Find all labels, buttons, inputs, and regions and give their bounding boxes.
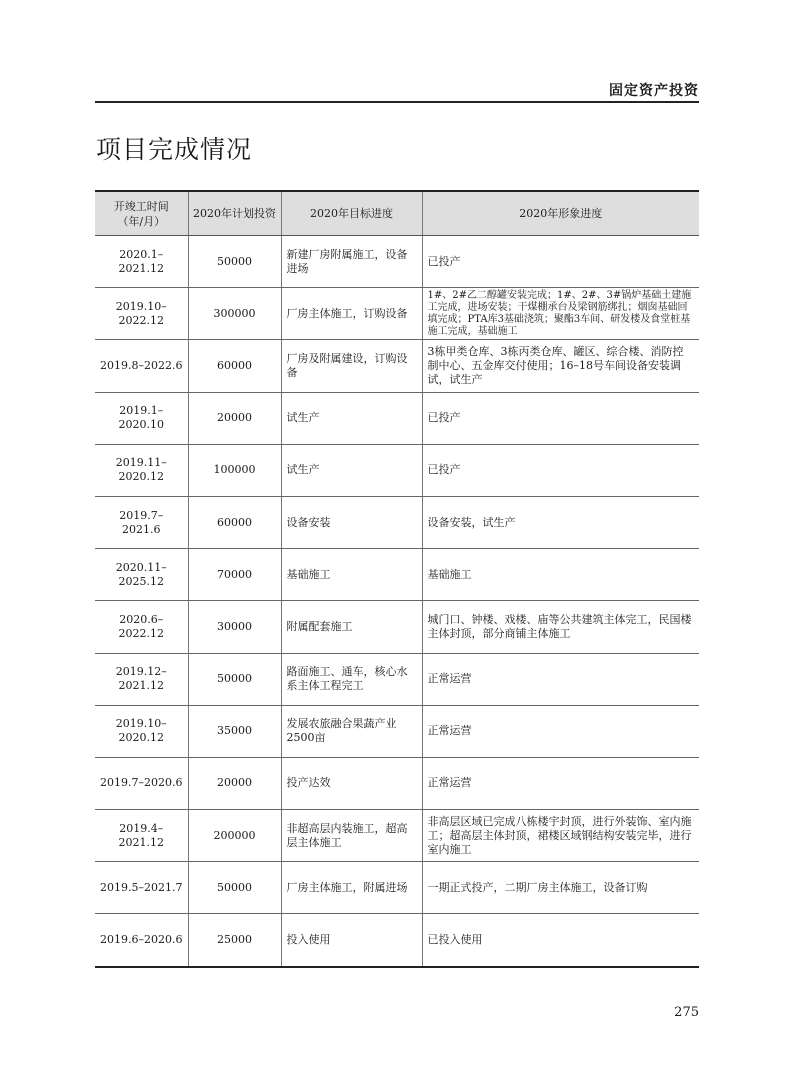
cell-investment: 100000	[188, 444, 281, 496]
cell-progress: 已投产	[422, 236, 699, 288]
cell-period: 2019.4–2021.12	[95, 810, 188, 862]
table-row	[95, 392, 699, 444]
table-row	[95, 810, 699, 862]
cell-period: 2020.6–2022.12	[95, 601, 188, 653]
cell-period: 2019.5–2021.7	[95, 862, 188, 914]
cell-progress: 非高层区域已完成八栋楼宇封顶，进行外装饰、室内施工；超高层主体封顶，裙楼区域钢结构安装完毕，进行室内施工	[422, 810, 699, 862]
cell-period: 2020.11–2025.12	[95, 549, 188, 601]
table-row	[95, 496, 699, 548]
cell-progress: 已投产	[422, 444, 699, 496]
cell-progress: 已投入使用	[422, 914, 699, 967]
column-header-target: 2020年目标进度	[281, 191, 422, 236]
cell-target: 路面施工、通车，核心水系主体工程完工	[281, 653, 422, 705]
cell-period: 2019.8–2022.6	[95, 340, 188, 392]
table-row	[95, 914, 699, 967]
cell-period: 2019.7– 2021.6	[95, 496, 188, 548]
column-header-progress: 2020年形象进度	[422, 191, 699, 236]
cell-target: 投产达效	[281, 757, 422, 809]
cell-investment: 50000	[188, 236, 281, 288]
cell-progress: 已投产	[422, 392, 699, 444]
cell-period: 2019.11–2020.12	[95, 444, 188, 496]
table-row	[95, 862, 699, 914]
table-row	[95, 757, 699, 809]
table-row	[95, 705, 699, 757]
cell-investment: 25000	[188, 914, 281, 967]
project-table	[95, 190, 699, 968]
page-number: 275	[674, 1005, 699, 1020]
cell-target: 试生产	[281, 392, 422, 444]
cell-progress: 城门口、钟楼、戏楼、庙等公共建筑主体完工，民国楼 主体封顶，部分商铺主体施工	[422, 601, 699, 653]
cell-progress: 一期正式投产，二期厂房主体施工，设备订购	[422, 862, 699, 914]
cell-period: 2019.6–2020.6	[95, 914, 188, 967]
cell-progress: 正常运营	[422, 653, 699, 705]
cell-target: 非超高层内装施工，超高层主体施工	[281, 810, 422, 862]
cell-period: 2019.10–2022.12	[95, 288, 188, 340]
cell-investment: 300000	[188, 288, 281, 340]
cell-target: 发展农旅融合果蔬产业2500亩	[281, 705, 422, 757]
cell-investment: 70000	[188, 549, 281, 601]
table-row	[95, 340, 699, 392]
table-row	[95, 549, 699, 601]
section-title: 固定资产投资	[609, 83, 699, 99]
header-rule	[95, 101, 699, 103]
cell-progress: 设备安装，试生产	[422, 496, 699, 548]
cell-period: 2019.12–2021.12	[95, 653, 188, 705]
cell-target: 试生产	[281, 444, 422, 496]
cell-period: 2020.1–2021.12	[95, 236, 188, 288]
cell-progress: 1#、2#乙二醇罐安装完成；1#、2#、3#锅炉基础土建施工完成，进场安装；干煤棚承台及梁钢筋绑扎；烟囱基础回填完成；PTA库3基础浇筑；聚酯3车间、研发楼及食堂桩基施工完成，基础施工	[422, 288, 699, 340]
page-heading: 项目完成情况	[96, 135, 253, 164]
table-row	[95, 653, 699, 705]
cell-progress: 正常运营	[422, 705, 699, 757]
cell-target: 基础施工	[281, 549, 422, 601]
cell-target: 附属配套施工	[281, 601, 422, 653]
cell-period: 2019.7–2020.6	[95, 757, 188, 809]
column-header-period: 开竣工时间 （年/月）	[95, 191, 188, 236]
table-row	[95, 601, 699, 653]
cell-progress: 3栋甲类仓库、3栋丙类仓库、罐区、综合楼、消防控制中心、五金库交付使用；16–18号车间设备安装调试，试生产	[422, 340, 699, 392]
cell-progress: 基础施工	[422, 549, 699, 601]
cell-target: 新建厂房附属施工，设备进场	[281, 236, 422, 288]
cell-period: 2019.1–2020.10	[95, 392, 188, 444]
cell-investment: 35000	[188, 705, 281, 757]
cell-investment: 30000	[188, 601, 281, 653]
cell-investment: 20000	[188, 392, 281, 444]
cell-progress: 正常运营	[422, 757, 699, 809]
cell-investment: 60000	[188, 496, 281, 548]
cell-investment: 50000	[188, 653, 281, 705]
cell-investment: 200000	[188, 810, 281, 862]
cell-period: 2019.10–2020.12	[95, 705, 188, 757]
cell-target: 厂房及附属建设，订购设备	[281, 340, 422, 392]
cell-investment: 50000	[188, 862, 281, 914]
cell-target: 设备安装	[281, 496, 422, 548]
cell-target: 投入使用	[281, 914, 422, 967]
cell-target: 厂房主体施工，附属进场	[281, 862, 422, 914]
table-row	[95, 288, 699, 340]
cell-target: 厂房主体施工，订购设备	[281, 288, 422, 340]
table-row	[95, 236, 699, 288]
table-row	[95, 444, 699, 496]
cell-investment: 20000	[188, 757, 281, 809]
table-header-row	[95, 191, 699, 236]
column-header-investment: 2020年计划投资	[188, 191, 281, 236]
cell-investment: 60000	[188, 340, 281, 392]
